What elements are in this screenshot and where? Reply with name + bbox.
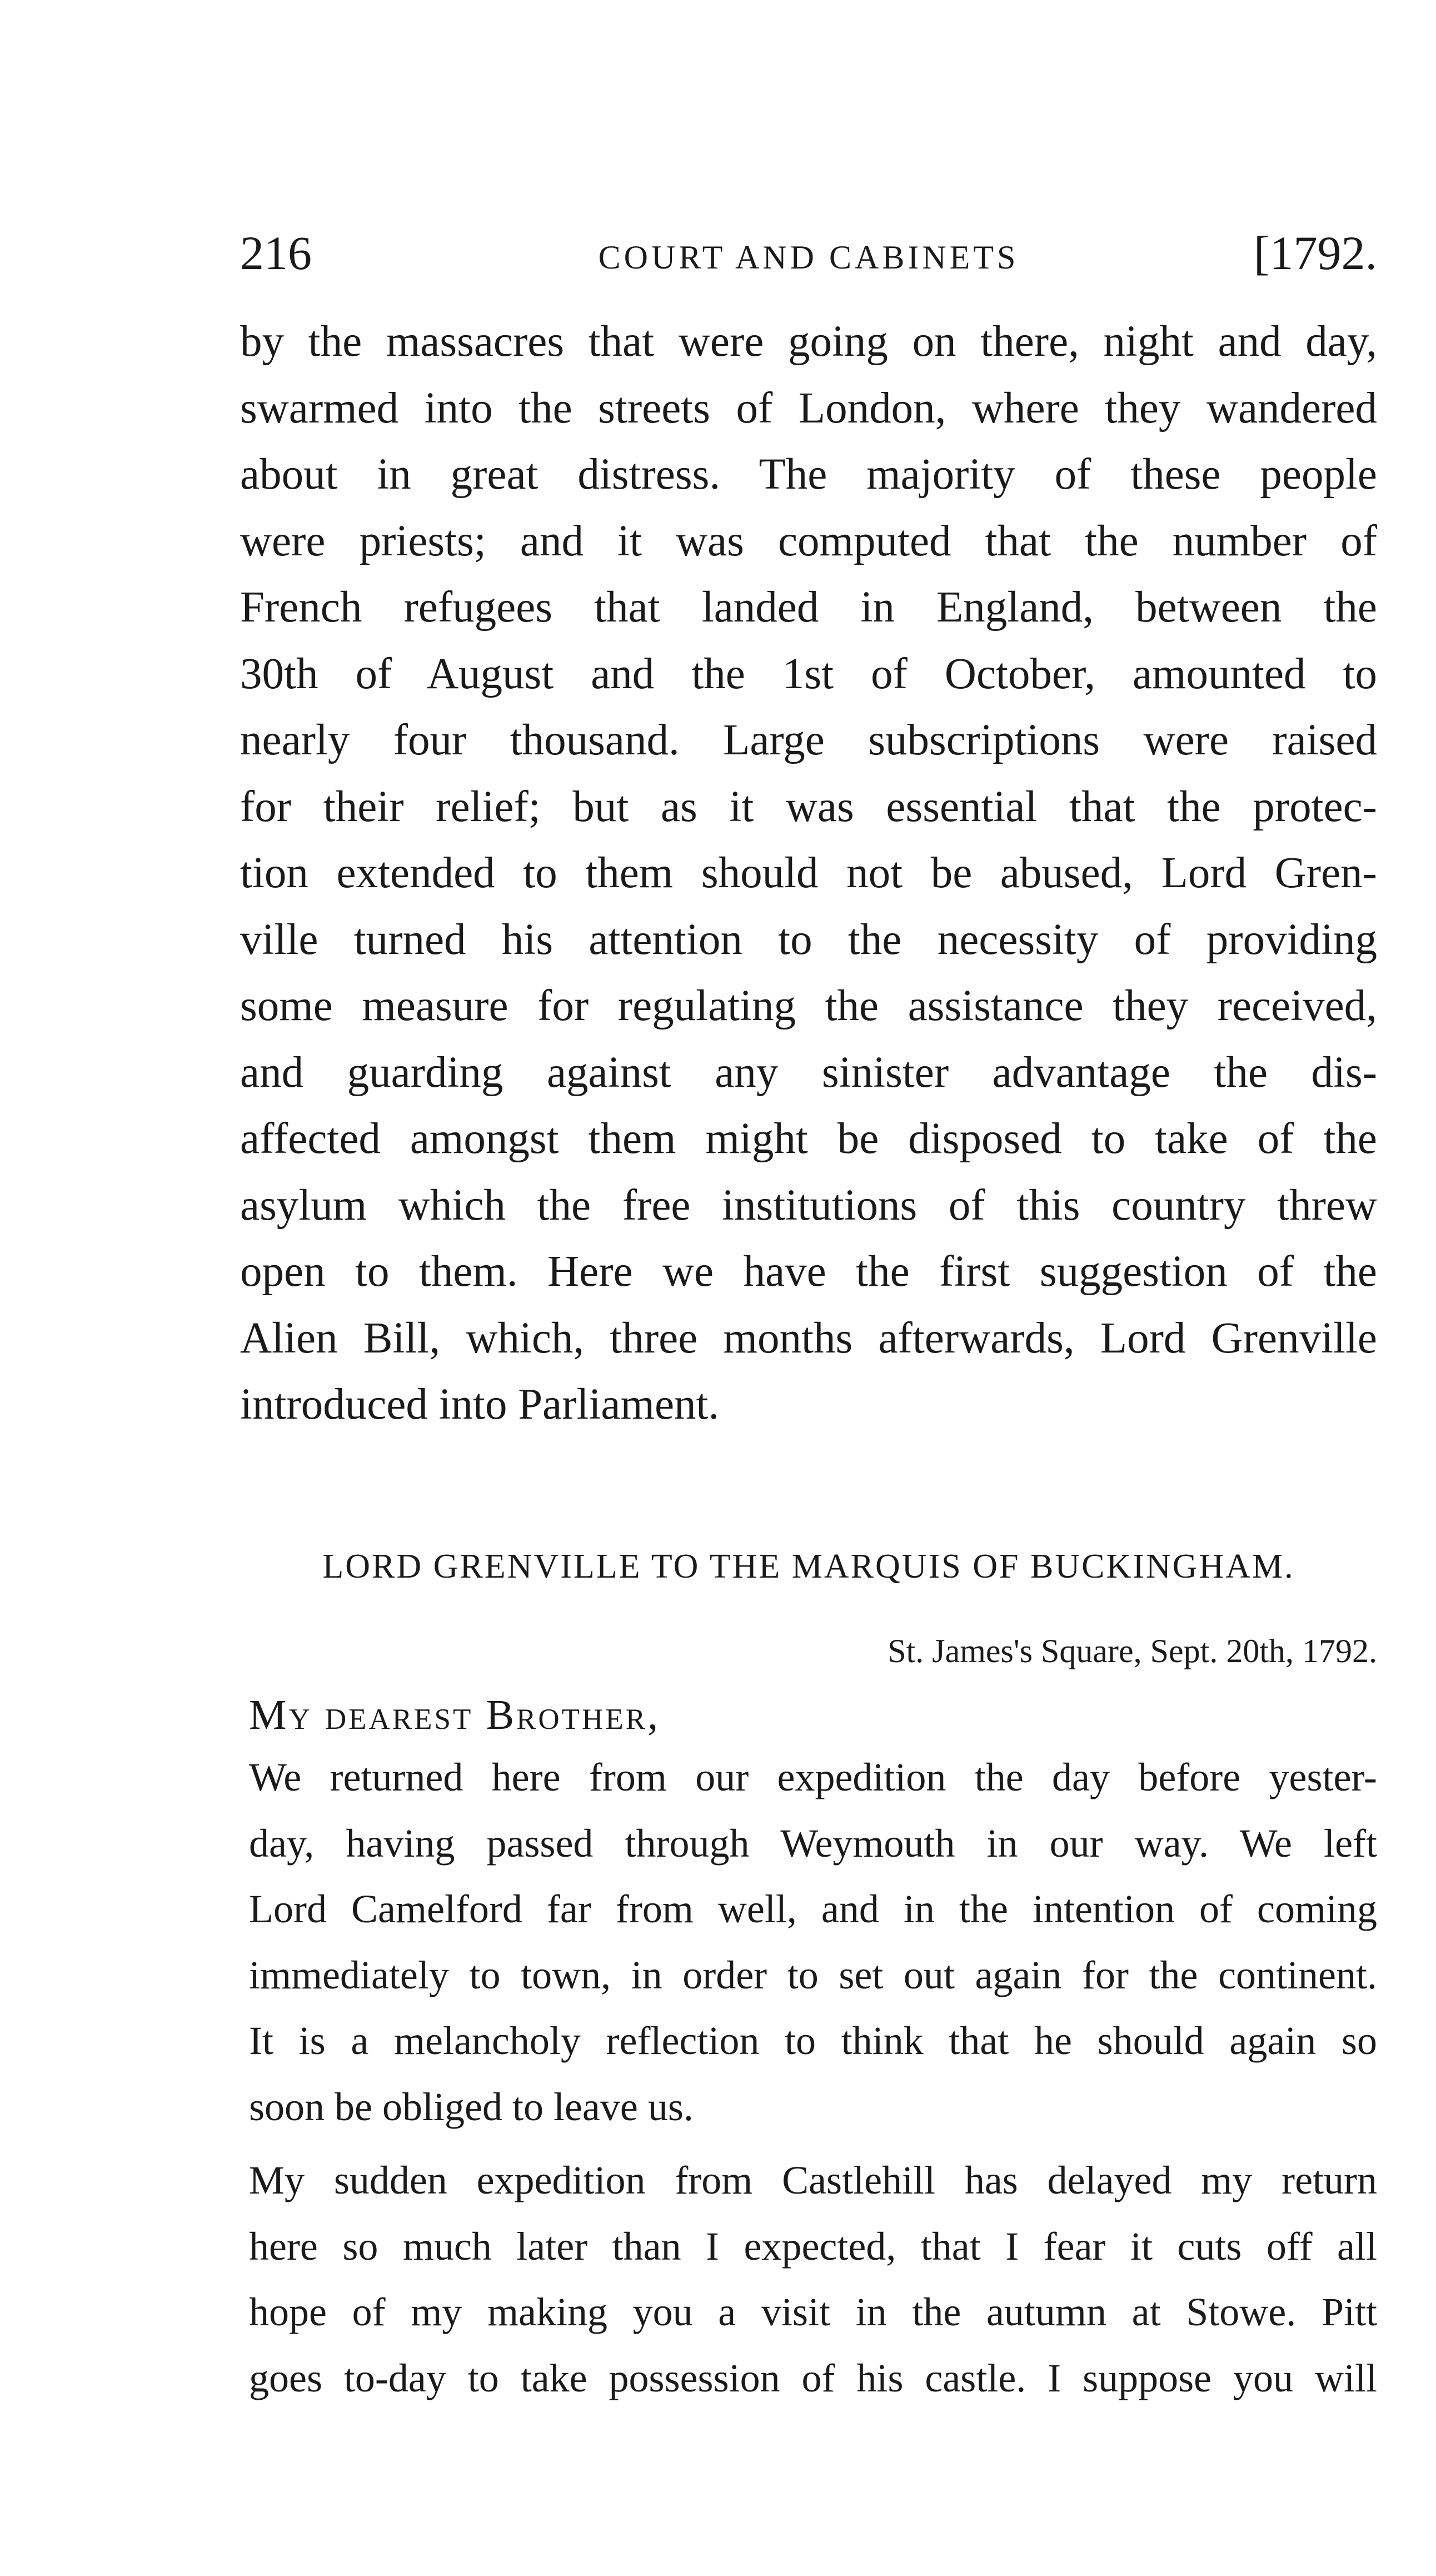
body-line: and guarding against any sinister advantage the dis- bbox=[240, 1048, 1377, 1097]
body-line: some measure for regulating the assistance they received, bbox=[240, 982, 1377, 1030]
body-line: nearly four thousand. Large subscriptions were raised bbox=[240, 716, 1377, 764]
letter-line: We returned here from our expedition the day before yester- bbox=[249, 1755, 1377, 1799]
letter-line: day, having passed through Weymouth in our way. We left bbox=[249, 1821, 1377, 1866]
body-paragraph bbox=[240, 309, 1377, 1438]
body-line: ville turned his attention to the necessity of providing bbox=[240, 915, 1377, 964]
letter-line: My sudden expedition from Castlehill has delayed my return bbox=[249, 2158, 1377, 2202]
letter-line: soon be obliged to leave us. bbox=[249, 2084, 694, 2129]
letter-salutation: My dearest Brother, bbox=[249, 1692, 661, 1738]
letter-line: Lord Camelford far from well, and in the intention of coming bbox=[249, 1887, 1377, 1931]
body-line: were priests; and it was computed that the number of bbox=[240, 516, 1377, 565]
body-line: tion extended to them should not be abused, Lord Gren- bbox=[240, 849, 1377, 897]
body-line: introduced into Parliament. bbox=[240, 1380, 720, 1429]
body-line: asylum which the free institutions of this country threw bbox=[240, 1181, 1377, 1230]
body-line: about in great distress. The majority of these people bbox=[240, 450, 1377, 499]
letter-line: goes to-day to take possession of his castle. I suppose you will bbox=[249, 2355, 1377, 2400]
body-line: open to them. Here we have the first suggestion of the bbox=[240, 1247, 1377, 1296]
letter-body bbox=[249, 1744, 1377, 2411]
running-year: [1792. bbox=[1253, 226, 1377, 280]
body-line: affected amongst them might be disposed to take of the bbox=[240, 1115, 1377, 1163]
body-line: for their relief; but as it was essential that the protec- bbox=[240, 782, 1377, 831]
page-number: 216 bbox=[240, 226, 312, 280]
letter-line: hope of my making you a visit in the autumn at Stowe. Pitt bbox=[249, 2290, 1377, 2334]
body-line: swarmed into the streets of London, where they wandered bbox=[240, 384, 1377, 432]
body-line: French refugees that landed in England, between the bbox=[240, 583, 1377, 631]
letter-dateline: St. James's Square, Sept. 20th, 1792. bbox=[887, 1633, 1377, 1669]
letter-line: immediately to town, in order to set out again for the continent. bbox=[249, 1952, 1377, 1997]
running-title: COURT AND CABINETS bbox=[598, 239, 1019, 276]
letter-line: It is a melancholy reflection to think that he should again so bbox=[249, 2018, 1377, 2063]
letter-heading: LORD GRENVILLE TO THE MARQUIS OF BUCKINGHAM. bbox=[322, 1548, 1295, 1585]
body-line: 30th of August and the 1st of October, amounted to bbox=[240, 649, 1377, 698]
running-head bbox=[240, 222, 1377, 284]
letter-line: here so much later than I expected, that I fear it cuts off all bbox=[249, 2224, 1377, 2269]
body-line: by the massacres that were going on there, night and day, bbox=[240, 317, 1377, 366]
body-line: Alien Bill, which, three months afterwards, Lord Grenville bbox=[240, 1314, 1377, 1362]
